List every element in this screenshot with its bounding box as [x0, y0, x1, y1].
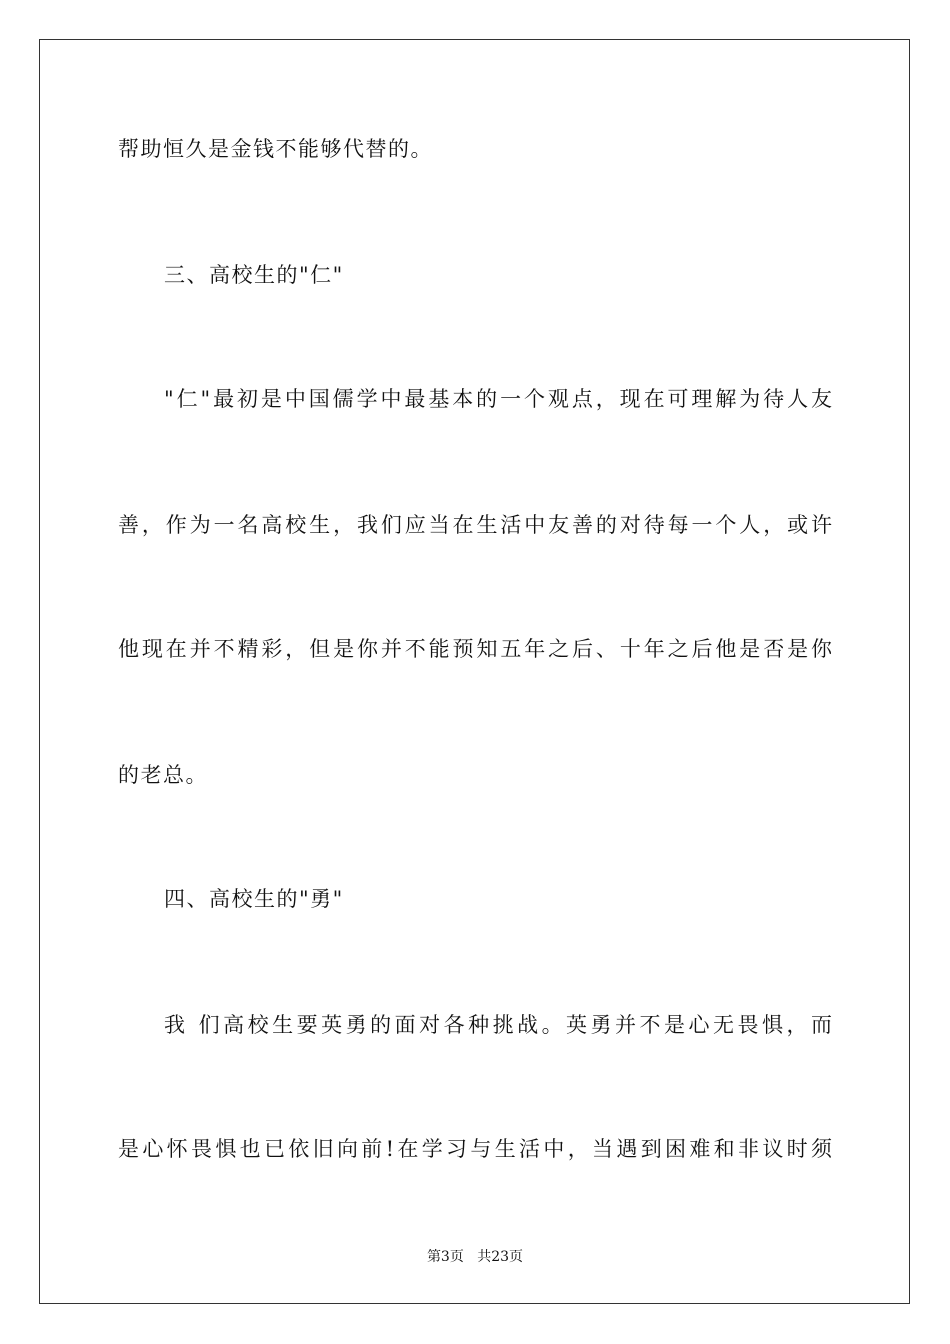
page-border	[39, 39, 910, 1304]
paragraph-line: 帮助恒久是金钱不能够代替的。	[118, 137, 433, 161]
page-total: 共23页	[477, 1249, 524, 1265]
section-heading: 四、高校生的"勇"	[164, 887, 344, 911]
paragraph-line: 善，作为一名高校生，我们应当在生活中友善的对待每一个人，或许	[118, 513, 832, 537]
paragraph-line: 他现在并不精彩，但是你并不能预知五年之后、十年之后他是否是你	[118, 637, 832, 661]
paragraph-line: 的老总。	[118, 763, 208, 787]
paragraph-line: "仁"最初是中国儒学中最基本的一个观点，现在可理解为待人友	[164, 387, 832, 411]
paragraph-line: 我 们高校生要英勇的面对各种挑战。英勇并不是心无畏惧，而	[164, 1013, 832, 1037]
page-number: 第3页	[426, 1249, 464, 1265]
page-footer	[0, 1248, 950, 1266]
paragraph-line: 是心怀畏惧也已依旧向前!在学习与生活中，当遇到困难和非议时须	[118, 1137, 832, 1161]
section-heading: 三、高校生的"仁"	[164, 263, 344, 287]
